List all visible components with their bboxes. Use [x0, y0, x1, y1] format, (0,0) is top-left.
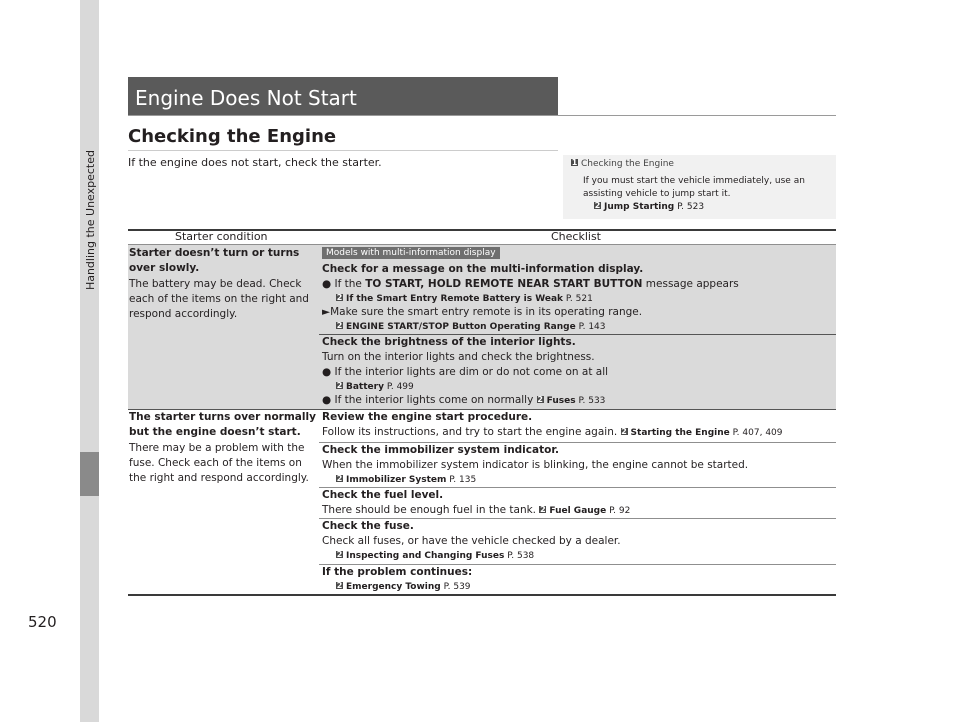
arrow-icon: 2: [336, 293, 343, 302]
note-text: If you must start the vehicle immediately, use an: [583, 176, 805, 186]
arrow-icon: 2: [336, 550, 343, 559]
condition-description: There may be a problem with the fuse. Check each of the items on the right and respond accordingly.: [129, 442, 309, 484]
check-ref[interactable]: 2 Inspecting and Changing Fuses P. 538: [336, 550, 535, 561]
check-title: Check the fuse.: [322, 520, 414, 532]
arrow-icon: 2: [336, 381, 343, 390]
section-title: Checking the Engine: [128, 126, 337, 147]
check-ref[interactable]: 2 Battery P. 499: [336, 381, 414, 392]
column-header-condition: Starter condition: [175, 230, 268, 243]
arrow-icon: 2: [540, 505, 546, 514]
arrow-icon: 2: [336, 581, 343, 590]
check-ref[interactable]: 2 Emergency Towing P. 539: [336, 581, 471, 592]
column-header-checklist: Checklist: [551, 230, 601, 243]
arrow-icon: 2: [594, 201, 601, 210]
bullet-icon: ●: [322, 278, 332, 290]
check-bullet: ● If the TO START, HOLD REMOTE NEAR START BUTTON message appears: [322, 278, 739, 290]
check-bullet: ● If the interior lights come on normally 2 Fuses P. 533: [322, 394, 606, 406]
arrow-icon: 2: [336, 474, 343, 483]
section-rule: [128, 150, 558, 151]
check-title: Check the brightness of the interior lights.: [322, 336, 576, 348]
intro-text: If the engine does not start, check the starter.: [128, 156, 382, 169]
check-title: Check the fuel level.: [322, 489, 444, 501]
note-ref[interactable]: 2 Jump Starting P. 523: [594, 201, 705, 212]
check-line: Follow its instructions, and try to start the engine again. 2 Starting the Engine P. 407, 409: [322, 426, 783, 438]
side-tab-label: Handling the Unexpected: [84, 150, 97, 291]
note-icon: 1: [571, 158, 578, 167]
arrow-icon: 2: [537, 395, 543, 404]
check-bullet: ● If the interior lights are dim or do not come on at all: [322, 366, 609, 378]
note-box: [563, 155, 836, 219]
note-text: assisting vehicle to jump start it.: [583, 189, 731, 199]
check-line: Turn on the interior lights and check the brightness.: [322, 351, 595, 363]
arrow-icon: 2: [336, 321, 343, 330]
condition-title: Starter doesn’t turn or turns over slowly.: [129, 247, 300, 274]
check-title: Check for a message on the multi-information display.: [322, 263, 644, 275]
title-rule: [128, 115, 836, 116]
check-title: If the problem continues:: [322, 566, 473, 578]
check-ref[interactable]: 2 Immobilizer System P. 135: [336, 474, 477, 485]
check-title: Check the immobilizer system indicator.: [322, 444, 559, 456]
check-ref[interactable]: 2 ENGINE START/STOP Button Operating Range P. 143: [336, 321, 606, 332]
check-line: Check all fuses, or have the vehicle checked by a dealer.: [322, 535, 621, 547]
bullet-icon: ●: [322, 394, 332, 406]
page-number: 520: [28, 613, 57, 631]
triangle-icon: ►: [322, 306, 331, 318]
check-ref[interactable]: 2 If the Smart Entry Remote Battery is Weak P. 521: [336, 293, 593, 304]
bullet-icon: ●: [322, 366, 332, 378]
table-bottom-rule: [128, 594, 836, 596]
page-title: Engine Does Not Start: [135, 86, 357, 110]
arrow-icon: 2: [621, 427, 627, 436]
check-title: Review the engine start procedure.: [322, 411, 533, 423]
check-line: When the immobilizer system indicator is blinking, the engine cannot be started.: [322, 459, 749, 471]
models-badge: Models with multi-information display: [322, 247, 500, 259]
condition-description: The battery may be dead. Check each of the items on the right and respond accordingly.: [129, 278, 309, 320]
note-heading: 1 Checking the Engine: [571, 158, 674, 169]
check-line: ►Make sure the smart entry remote is in its operating range.: [322, 306, 643, 318]
check-line: There should be enough fuel in the tank. 2 Fuel Gauge P. 92: [322, 504, 631, 516]
condition-title: The starter turns over normally but the engine doesn’t start.: [129, 411, 316, 438]
side-tab-marker: [80, 452, 99, 496]
